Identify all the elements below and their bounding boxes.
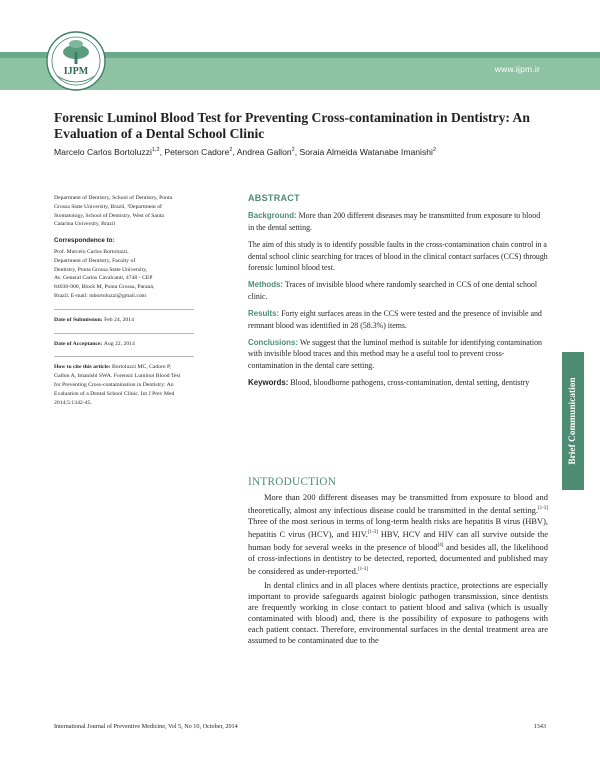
keywords-text: Blood, bloodborne pathogens, cross-contamination, dental setting, dentistry (288, 378, 530, 388)
page-number: 1343 (533, 723, 546, 730)
introduction-section (248, 477, 548, 650)
citation-block (54, 363, 194, 407)
author-affiliation-mark: 1,2 (151, 147, 160, 154)
correspondence-line: Department of Dentistry, Faculty of (54, 257, 136, 264)
journal-logo (45, 30, 107, 92)
article-title: Forensic Luminol Blood Test for Preventing Cross-contamination in Dentistry: An Evaluation of a Dental School Clinic (54, 110, 530, 141)
article-type-tab (562, 352, 584, 490)
conclusions-label: Conclusions: (248, 338, 298, 348)
methods-text: Traces of invisible blood where randomly searched in CCS of one dental school clinic. (248, 280, 538, 301)
abstract-results (248, 308, 548, 331)
divider (54, 356, 194, 357)
affiliation-line: Stomatology, School of Dentistry, West of Santa (54, 212, 164, 219)
acceptance-date (54, 340, 194, 349)
left-column (54, 194, 194, 407)
submission-value: Feb 24, 2014 (104, 316, 134, 323)
logo-text: IJPM (63, 66, 89, 77)
introduction-paragraph: In dental clinics and in all places where dentists practice, protections are especially important to provide safeguards against biologic pathogen transmission, since dentists are frequently working in close contact to patient blood and saliva (which is usually contaminated with blood) and, there is the possibility of exposure to pathogens with each patient contact. Therefore, environmental surfaces in the dental treatment area are assumed to be contaminated due to the (248, 580, 548, 646)
introduction-paragraph: More than 200 different diseases may be transmitted from exposure to blood and theoretically, almost any infectious disease could be transmitted in the dental setting.[1-3] Three of the most serious in terms of long-term health risks are hepatitis B virus (HBV), hepatitis C virus (HCV), and HIV.[1-3] HBV, HCV and HIV can all survive outside the human body for several weeks in the presence of blood[4] and besides all, the likelihood of cross-infections in dentistry to be detected, reported, documented and published may be considered as under-reported.[1-3] (248, 492, 548, 576)
author-name: Marcelo Carlos Bortoluzzi (54, 147, 152, 157)
divider (54, 309, 194, 310)
citation-line: for Preventing Cross-contamination in Dentistry: An (54, 381, 174, 388)
correspondence-line: Prof. Marcelo Carlos Bortoluzzi, (54, 248, 129, 255)
methods-label: Methods: (248, 280, 284, 290)
abstract-conclusions (248, 337, 548, 371)
acceptance-label: Date of Acceptance: (54, 340, 103, 347)
submission-label: Date of Submission: (54, 316, 103, 323)
background-label: Background: (248, 211, 297, 221)
conclusions-text: We suggest that the luminol method is suitable for identifying contamination with invisible blood traces and this method may be a useful tool to prevent cross-contamination in the dental care setting. (248, 338, 542, 370)
abstract-keywords (248, 377, 548, 388)
affiliation-line: Catarina University, Brazil (54, 221, 116, 228)
author-affiliation-mark: 2 (229, 147, 233, 154)
citation-ref[interactable]: [1-3] (367, 530, 378, 536)
abstract-background (248, 210, 548, 233)
citation-ref[interactable]: [1-3] (538, 506, 548, 512)
abstract-methods (248, 279, 548, 302)
introduction-heading: INTRODUCTION (248, 476, 337, 488)
citation-label: How to cite this article: (54, 364, 111, 371)
citation-line: 2014;5:1342-45. (54, 399, 92, 406)
correspondence-heading: Correspondence to: (54, 237, 115, 245)
citation-ref[interactable]: [4] (437, 543, 444, 549)
author-affiliation-mark: 2 (432, 147, 436, 154)
results-text: Forty eight surfaces areas in the CCS were tested and the presence of invisible and remnant blood was identified in 28 (58.3%) items. (248, 309, 542, 330)
author-name: Soraia Almeida Watanabe Imanishi (299, 147, 433, 157)
keywords-label: Keywords: (248, 378, 289, 388)
citation-line: Gallon A, Imanishi SWA. Forensic Luminol Blood Test (54, 373, 181, 380)
abstract-aim: The aim of this study is to identify possible faults in the cross-contamination chain control in a dental school clinic searching for traces of blood in the clinical contact surfaces (CCS) through forensic luminol blood test. (248, 240, 548, 273)
citation-ref[interactable]: [1-3] (357, 567, 368, 573)
results-label: Results: (248, 309, 280, 319)
journal-citation: International Journal of Preventive Medicine, Vol 5, No 10, October, 2014 (54, 723, 238, 730)
citation-line: Bortoluzzi MC, Cadore P, (110, 364, 171, 371)
affiliations (54, 194, 194, 229)
divider (54, 333, 194, 334)
abstract-heading: ABSTRACT (248, 193, 300, 203)
citation-line: Evaluation of a Dental School Clinic. Int J Prev Med (54, 390, 175, 397)
correspondence-line: Av. General Carlos Cavalcanti, 4748 - CEP (54, 275, 153, 282)
acceptance-value: Aug 22, 2014 (103, 340, 135, 347)
correspondence-line: Dentistry, Ponta Grossa State University, (54, 266, 148, 273)
author-list: Marcelo Carlos Bortoluzzi$^{1,2}$, Peterson Cadore$^2$, Andrea Gallon$^2$, Soraia Almeida Watanabe Imanishi$^2$ (54, 147, 436, 157)
affiliation-line: Grossa State University, Brazil, ²Department of (54, 203, 162, 210)
correspondence-line: 84030-900, Block M, Ponta Grossa, Paraná, (54, 284, 155, 291)
author-name: Peterson Cadore (164, 147, 230, 157)
submission-date (54, 316, 194, 325)
journal-website[interactable]: www.ijpm.ir (494, 64, 540, 74)
correspondence-address (54, 248, 194, 301)
article-type-label: Brief Communication (568, 377, 578, 465)
author-name: Andrea Gallon (236, 147, 292, 157)
author-affiliation-mark: 2 (291, 147, 295, 154)
correspondence-email[interactable]: Brazil. E-mail: mbortoluzzi@gmail.com (54, 292, 147, 299)
affiliation-line: Department of Dentistry, School of Dentistry, Ponta (54, 195, 173, 201)
background-text: More than 200 different diseases may be transmitted from exposure to blood in the dental setting. (248, 211, 541, 232)
abstract-section (248, 193, 548, 395)
